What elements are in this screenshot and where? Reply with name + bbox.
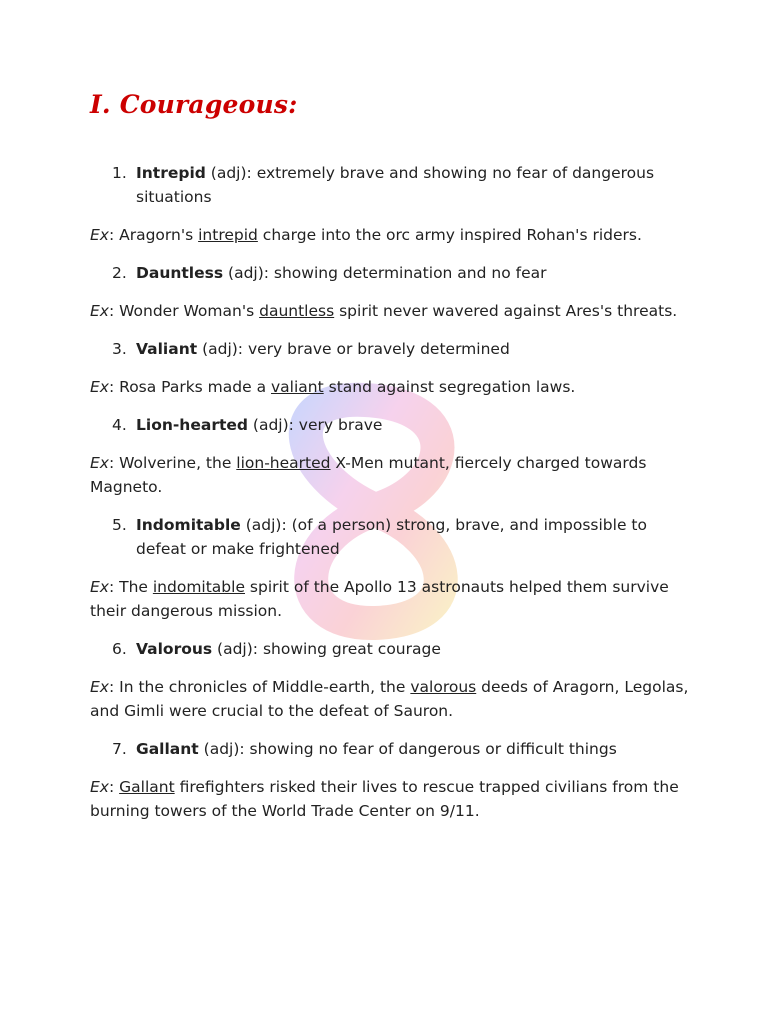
example-highlighted-word: valiant: [271, 378, 324, 396]
vocabulary-item: [90, 261, 690, 285]
item-number: 5.: [112, 516, 127, 534]
example-text-after: firefighters risked their lives to rescue trapped civilians from the burning towers of the World Trade Center on 9/11.: [90, 778, 679, 820]
example-text-before: : Rosa Parks made a: [108, 378, 271, 396]
item-number: 2.: [112, 264, 127, 282]
example-label: Ex: [90, 378, 109, 396]
example-text-before: : Wolverine, the: [108, 454, 237, 472]
example-sentence: [90, 675, 690, 723]
vocabulary-definition: (adj): very brave or bravely determined: [197, 340, 510, 358]
example-sentence: [90, 299, 690, 323]
vocabulary-term: Dauntless: [136, 264, 224, 282]
vocabulary-term: Lion-hearted: [136, 416, 248, 434]
example-label: Ex: [90, 454, 109, 472]
example-label: Ex: [90, 302, 109, 320]
vocabulary-list: [90, 161, 690, 823]
example-sentence: [90, 223, 690, 247]
vocabulary-definition: (adj): (of a person) strong, brave, and impossible to defeat or make frightened: [136, 516, 647, 558]
vocabulary-definition: (adj): showing great courage: [212, 640, 441, 658]
example-text-before: : Aragorn's: [108, 226, 199, 244]
vocabulary-definition: (adj): very brave: [247, 416, 383, 434]
example-label: Ex: [90, 226, 109, 244]
vocabulary-item: [90, 413, 690, 437]
example-text-before: : Wonder Woman's: [108, 302, 260, 320]
document-body: [90, 90, 690, 837]
vocabulary-term: Gallant: [136, 740, 199, 758]
vocabulary-item: [90, 513, 690, 561]
item-number: 4.: [112, 416, 127, 434]
vocabulary-definition: (adj): extremely brave and showing no fear of dangerous situations: [136, 164, 655, 206]
example-text-after: spirit never wavered against Ares's threats.: [334, 302, 678, 320]
example-highlighted-word: indomitable: [152, 578, 245, 596]
vocabulary-term: Intrepid: [136, 164, 206, 182]
example-text-after: stand against segregation laws.: [323, 378, 576, 396]
example-text-after: charge into the orc army inspired Rohan's riders.: [257, 226, 642, 244]
vocabulary-term: Valiant: [136, 340, 198, 358]
example-text-after: spirit of the Apollo 13 astronauts helped them survive their dangerous mission.: [90, 578, 669, 620]
example-label: Ex: [90, 778, 109, 796]
vocabulary-definition: (adj): showing determination and no fear: [223, 264, 547, 282]
example-text-before: : In the chronicles of Middle-earth, the: [108, 678, 411, 696]
example-sentence: [90, 375, 690, 399]
example-text-after: deeds of Aragorn, Legolas, and Gimli were crucial to the defeat of Sauron.: [90, 678, 689, 720]
item-number: 1.: [112, 164, 127, 182]
example-label: Ex: [90, 578, 109, 596]
example-highlighted-word: valorous: [410, 678, 477, 696]
example-highlighted-word: dauntless: [259, 302, 335, 320]
example-sentence: [90, 575, 690, 623]
vocabulary-term: Valorous: [136, 640, 213, 658]
vocabulary-item: [90, 161, 690, 209]
item-number: 3.: [112, 340, 127, 358]
example-sentence: [90, 775, 690, 823]
item-number: 6.: [112, 640, 127, 658]
vocabulary-item: [90, 637, 690, 661]
example-text-after: X-Men mutant, fiercely charged towards Magneto.: [90, 454, 647, 496]
example-label: Ex: [90, 678, 109, 696]
example-highlighted-word: Gallant: [119, 778, 175, 796]
vocabulary-term: Indomitable: [136, 516, 241, 534]
example-highlighted-word: intrepid: [198, 226, 258, 244]
vocabulary-definition: (adj): showing no fear of dangerous or difficult things: [198, 740, 617, 758]
section-title: I. Courageous:: [90, 90, 298, 119]
example-sentence: [90, 451, 690, 499]
vocabulary-item: [90, 737, 690, 761]
example-text-before: : The: [108, 578, 153, 596]
example-highlighted-word: lion-hearted: [236, 454, 331, 472]
item-number: 7.: [112, 740, 127, 758]
vocabulary-item: [90, 337, 690, 361]
example-text-before: :: [108, 778, 120, 796]
